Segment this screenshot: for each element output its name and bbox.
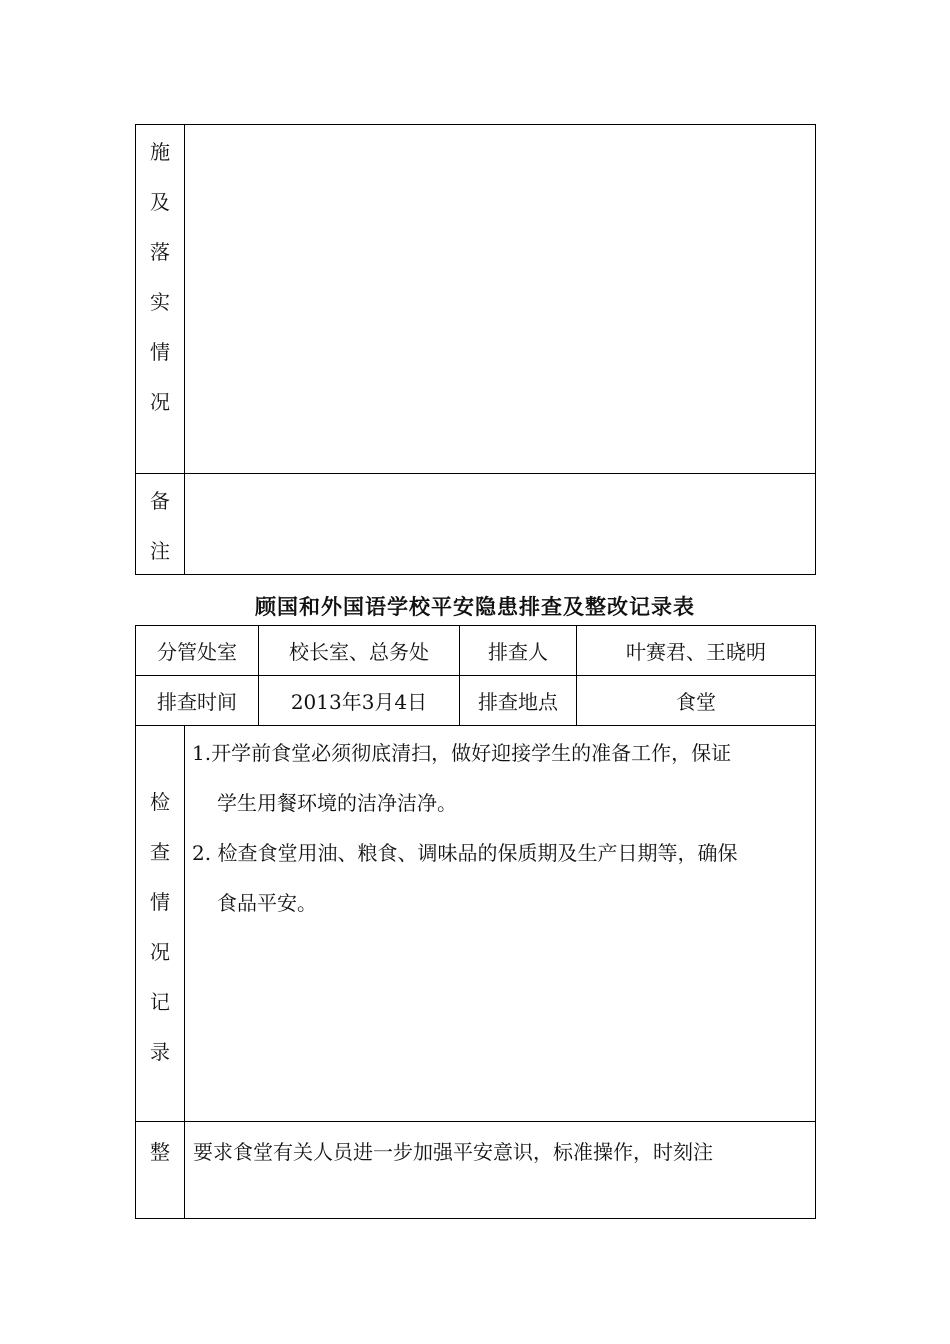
- place-label: 排查地点: [478, 690, 558, 714]
- measures-table-divider: [184, 124, 185, 575]
- row-divider: [135, 1121, 816, 1122]
- row-divider: [135, 675, 816, 676]
- remarks-label: [136, 476, 184, 576]
- measures-label-char: 况: [150, 390, 170, 414]
- remarks-label-char: 注: [150, 539, 170, 563]
- row-divider: [135, 725, 816, 726]
- rectify-label-char: 整: [150, 1140, 170, 1164]
- measures-table-row-divider: [135, 473, 816, 474]
- place-value: 食堂: [676, 690, 716, 714]
- record-label-char: 查: [150, 840, 170, 864]
- inspector-label: 排查人: [488, 640, 548, 664]
- time-value: 2013年3月4日: [290, 690, 428, 714]
- rectify-text: 要求食堂有关人员进一步加强平安意识，标准操作，时刻注: [193, 1140, 713, 1164]
- record-item-1-line-2: 学生用餐环境的洁净洁净。: [217, 791, 457, 815]
- measures-table: [135, 124, 816, 575]
- rectify-label: [136, 1127, 184, 1177]
- record-item-2-line-1: 2. 检查食堂用油、粮食、调味品的保质期及生产日期等，确保: [192, 841, 738, 865]
- record-item-2-line-2: 食品平安。: [217, 891, 317, 915]
- record-label-char: 录: [150, 1040, 170, 1064]
- dept-label: 分管处室: [157, 640, 237, 664]
- record-label-char: 检: [150, 790, 170, 814]
- record-label: [136, 777, 184, 1077]
- measures-label-char: 情: [150, 340, 170, 364]
- measures-label-char: 及: [150, 190, 170, 214]
- page-title: 顾国和外国语学校平安隐患排查及整改记录表: [255, 594, 695, 619]
- measures-label-char: 实: [150, 290, 170, 314]
- dept-value: 校长室、总务处: [289, 640, 429, 664]
- record-label-char: 记: [150, 990, 170, 1014]
- record-label-char: 况: [150, 940, 170, 964]
- measures-label-char: 落: [150, 240, 170, 264]
- record-label-char: 情: [150, 890, 170, 914]
- inspector-value: 叶赛君、王晓明: [626, 640, 766, 664]
- remarks-label-char: 备: [150, 489, 170, 513]
- time-label: 排查时间: [157, 690, 237, 714]
- record-item-1-line-1: 1.开学前食堂必须彻底清扫，做好迎接学生的准备工作，保证: [192, 741, 732, 765]
- measures-label: [136, 127, 184, 427]
- measures-label-char: 施: [150, 140, 170, 164]
- col-divider: [184, 725, 185, 1219]
